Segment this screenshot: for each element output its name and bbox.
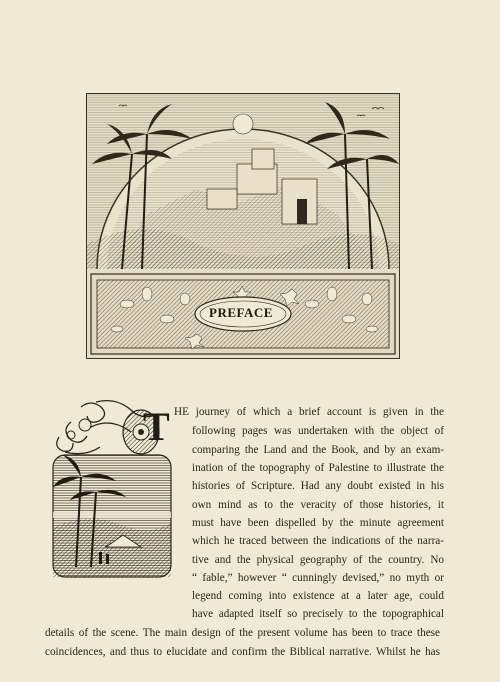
text-line: must have been dispelled by the minute agreement: [192, 517, 444, 529]
text-line: “ fable,” however “ cunningly devised,” no myth or: [192, 572, 444, 584]
text-line: own mind as to the veracity of those histories, it: [192, 499, 444, 511]
text-line: following pages was undertaken with the object of: [192, 425, 444, 437]
text-line: histories of Scripture. Had any doubt existed in his: [192, 480, 444, 492]
text-line: have adapted itself so precisely to the topographical: [192, 608, 444, 620]
text-line-full: coincidences, and thus to elucidate and confirm the Biblical narrative. Whilst he has: [45, 646, 440, 658]
text-line: comparing the Land and the Book, and by an exam-: [192, 444, 444, 456]
preface-title: PREFACE: [209, 305, 273, 320]
text-line: tive and the physical geography of the country. No: [192, 554, 444, 566]
text-line: ination of the topography of Palestine to illustrate the: [192, 462, 444, 474]
text-line-full: details of the scene. The main design of the present volume has been to trace these: [45, 627, 440, 639]
drop-cap: T: [143, 404, 170, 449]
text-line: HE journey of which a brief account is given in the: [174, 406, 444, 418]
text-line: legend coming into existence at a later age, could: [192, 590, 444, 602]
text-line: which he traced between the indications of the narra-: [192, 535, 444, 547]
initial-letter-illustration: [51, 397, 179, 582]
